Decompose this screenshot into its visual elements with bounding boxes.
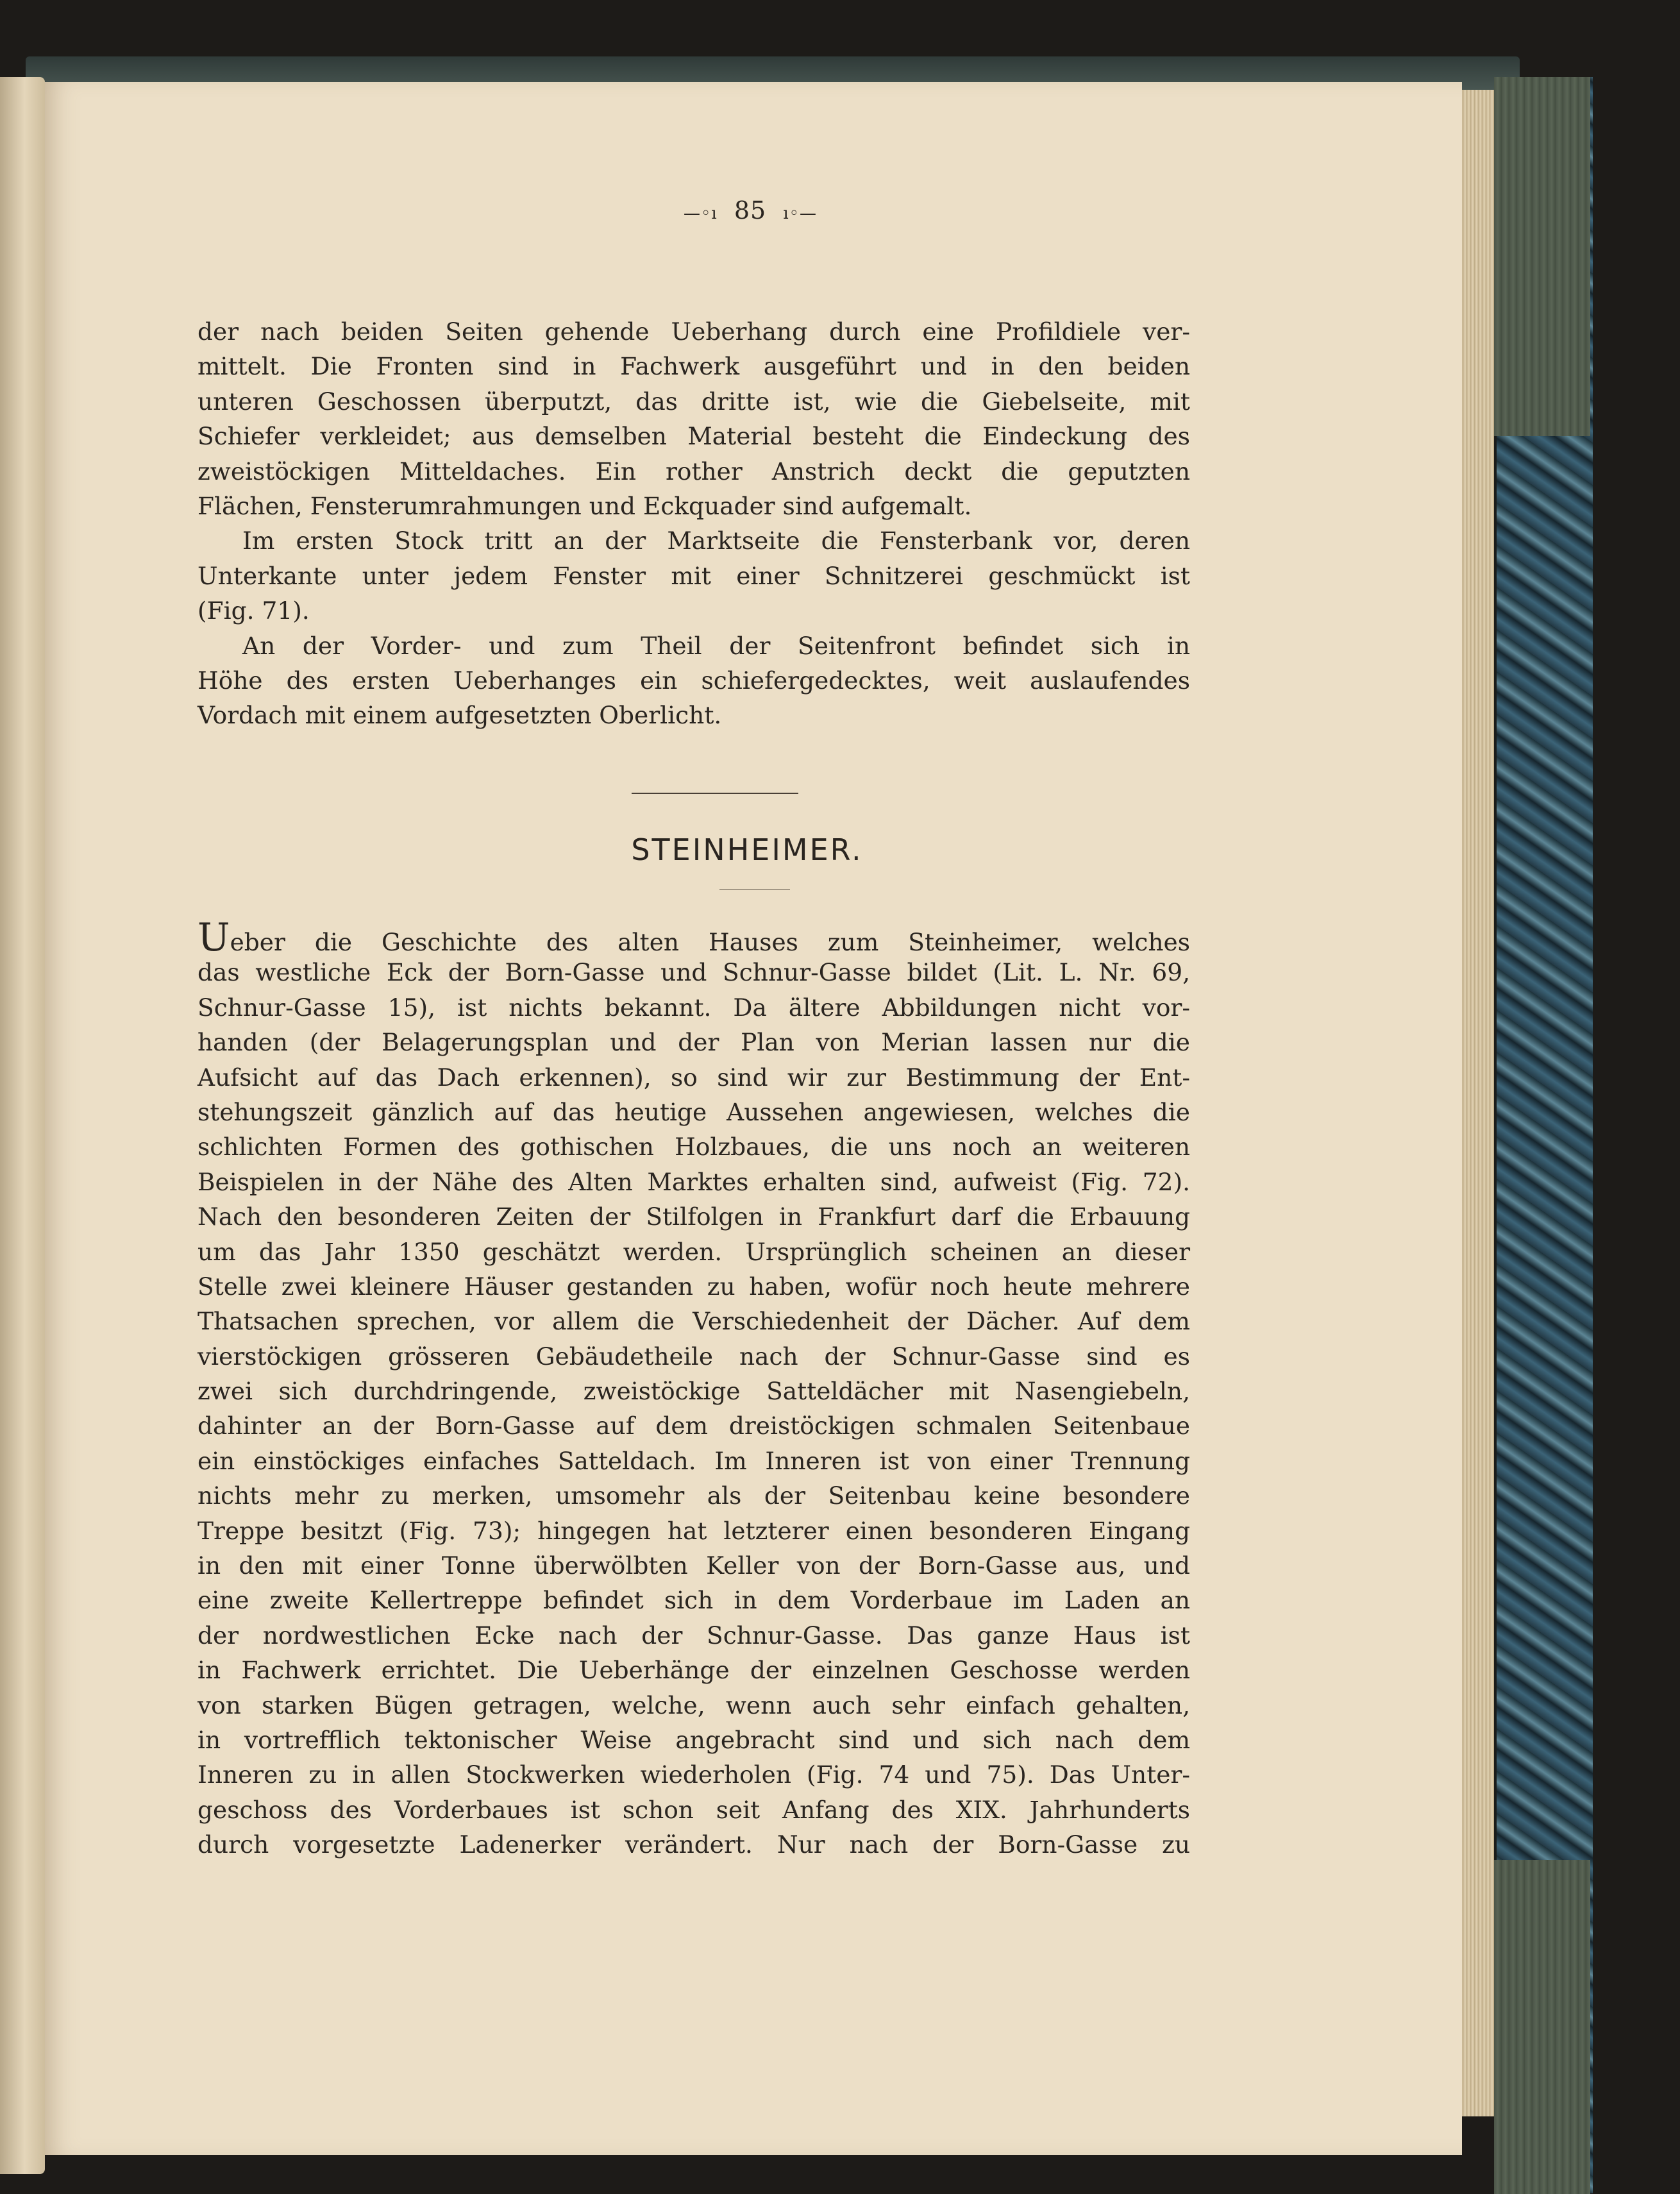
text-line: Thatsachen sprechen, vor allem die Verschiedenheit der Dächer. Auf dem [197, 1307, 1190, 1336]
cloth-cover-bottom [1494, 1860, 1590, 2194]
header-ornament-right: ı◦— [783, 204, 817, 223]
text-line: der nordwestlichen Ecke nach der Schnur-Gasse. Das ganze Haus ist [197, 1621, 1190, 1650]
text-line: in Fachwerk errichtet. Die Ueberhänge der einzelnen Geschosse werden [197, 1656, 1190, 1685]
text-line: Inneren zu in allen Stockwerken wiederholen (Fig. 74 und 75). Das Unter- [197, 1760, 1190, 1789]
text-line: An der Vorder- und zum Theil der Seitenfront befindet sich in [242, 631, 1190, 660]
section-divider [632, 793, 798, 794]
text-line: Flächen, Fensterumrahmungen und Eckquader sind aufgemalt. [197, 491, 972, 520]
text-line: zwei sich durchdringende, zweistöckige Satteldächer mit Nasengiebeln, [197, 1377, 1190, 1406]
text-line: stehungszeit gänzlich auf das heutige Aussehen angewiesen, welches die [197, 1097, 1190, 1126]
text-line: Höhe des ersten Ueberhanges ein schiefergedecktes, weit auslaufendes [197, 666, 1190, 695]
text-line: nichts mehr zu merken, umsomehr als der Seitenbau keine besondere [197, 1481, 1190, 1510]
text-line: der nach beiden Seiten gehende Ueberhang durch eine Profildiele ver- [197, 317, 1190, 346]
paragraph-block-1 [197, 314, 1190, 733]
text-line: schlichten Formen des gothischen Holzbaues, die uns noch an weiteren [197, 1133, 1190, 1161]
text-line-first [197, 915, 1190, 960]
header-ornament-left: —◦ı [683, 204, 718, 223]
text-line: in vortrefflich tektonischer Weise angebracht sind und sich nach dem [197, 1725, 1190, 1754]
first-line-text: eber die Geschichte des alten Hauses zum Steinheimer, welches [230, 928, 1190, 956]
text-line: Im ersten Stock tritt an der Marktseite die Fensterbank vor, deren [242, 527, 1190, 555]
text-line: dahinter an der Born-Gasse auf dem dreistöckigen schmalen Seitenbaue [197, 1412, 1190, 1440]
page-header [609, 196, 891, 224]
text-line: handen (der Belagerungsplan und der Plan von Merian lassen nur die [197, 1028, 1190, 1057]
facing-page-edge [0, 77, 45, 2174]
text-line: durch vorgesetzte Ladenerker verändert. Nur nach der Born-Gasse zu [197, 1830, 1190, 1859]
text-line: zweistöckigen Mitteldaches. Ein rother Anstrich deckt die geputzten [197, 457, 1190, 485]
text-line: Unterkante unter jedem Fenster mit einer Schnitzerei geschmückt ist [197, 561, 1190, 590]
text-line: Vordach mit einem aufgesetzten Oberlicht. [197, 701, 722, 730]
text-line: Beispielen in der Nähe des Alten Marktes erhalten sind, aufweist (Fig. 72). [197, 1167, 1190, 1196]
text-line: das westliche Eck der Born-Gasse und Schnur-Gasse bildet (Lit. L. Nr. 69, [197, 958, 1190, 987]
text-line: eine zweite Kellertreppe befindet sich in dem Vorderbaue im Laden an [197, 1586, 1190, 1615]
text-line: Schiefer verkleidet; aus demselben Material besteht die Eindeckung des [197, 422, 1190, 451]
paragraph-block-2 [197, 915, 1190, 1862]
text-line: von starken Bügen getragen, welche, wenn auch sehr einfach gehalten, [197, 1691, 1190, 1719]
text-line: Stelle zwei kleinere Häuser gestanden zu haben, wofür noch heute mehrere [197, 1272, 1190, 1301]
page-number: 85 [734, 196, 767, 224]
text-line: ein einstöckiges einfaches Satteldach. Im Inneren ist von einer Trennung [197, 1446, 1190, 1475]
text-line: Nach den besonderen Zeiten der Stilfolgen in Frankfurt darf die Erbauung [197, 1202, 1190, 1231]
text-line: Schnur-Gasse 15), ist nichts bekannt. Da ältere Abbildungen nicht vor- [197, 993, 1190, 1022]
text-line: Treppe besitzt (Fig. 73); hingegen hat letzterer einen besonderen Eingang [197, 1516, 1190, 1545]
text-line: unteren Geschossen überputzt, das dritte ist, wie die Giebelseite, mit [197, 387, 1190, 416]
text-line: um das Jahr 1350 geschätzt werden. Ursprünglich scheinen an dieser [197, 1237, 1190, 1266]
text-line: mittelt. Die Fronten sind in Fachwerk ausgeführt und in den beiden [197, 352, 1190, 381]
drop-cap: U [197, 915, 230, 960]
text-line: (Fig. 71). [197, 596, 310, 625]
section-title: STEINHEIMER. [631, 832, 863, 867]
text-line: Aufsicht auf das Dach erkennen), so sind wir zur Bestimmung der Ent- [197, 1063, 1190, 1092]
text-line: geschoss des Vorderbaues ist schon seit Anfang des XIX. Jahrhunderts [197, 1795, 1190, 1824]
text-line: vierstöckigen grösseren Gebäudetheile nach der Schnur-Gasse sind es [197, 1342, 1190, 1371]
text-line: in den mit einer Tonne überwölbten Keller von der Born-Gasse aus, und [197, 1551, 1190, 1580]
cloth-cover-top [1494, 77, 1590, 436]
